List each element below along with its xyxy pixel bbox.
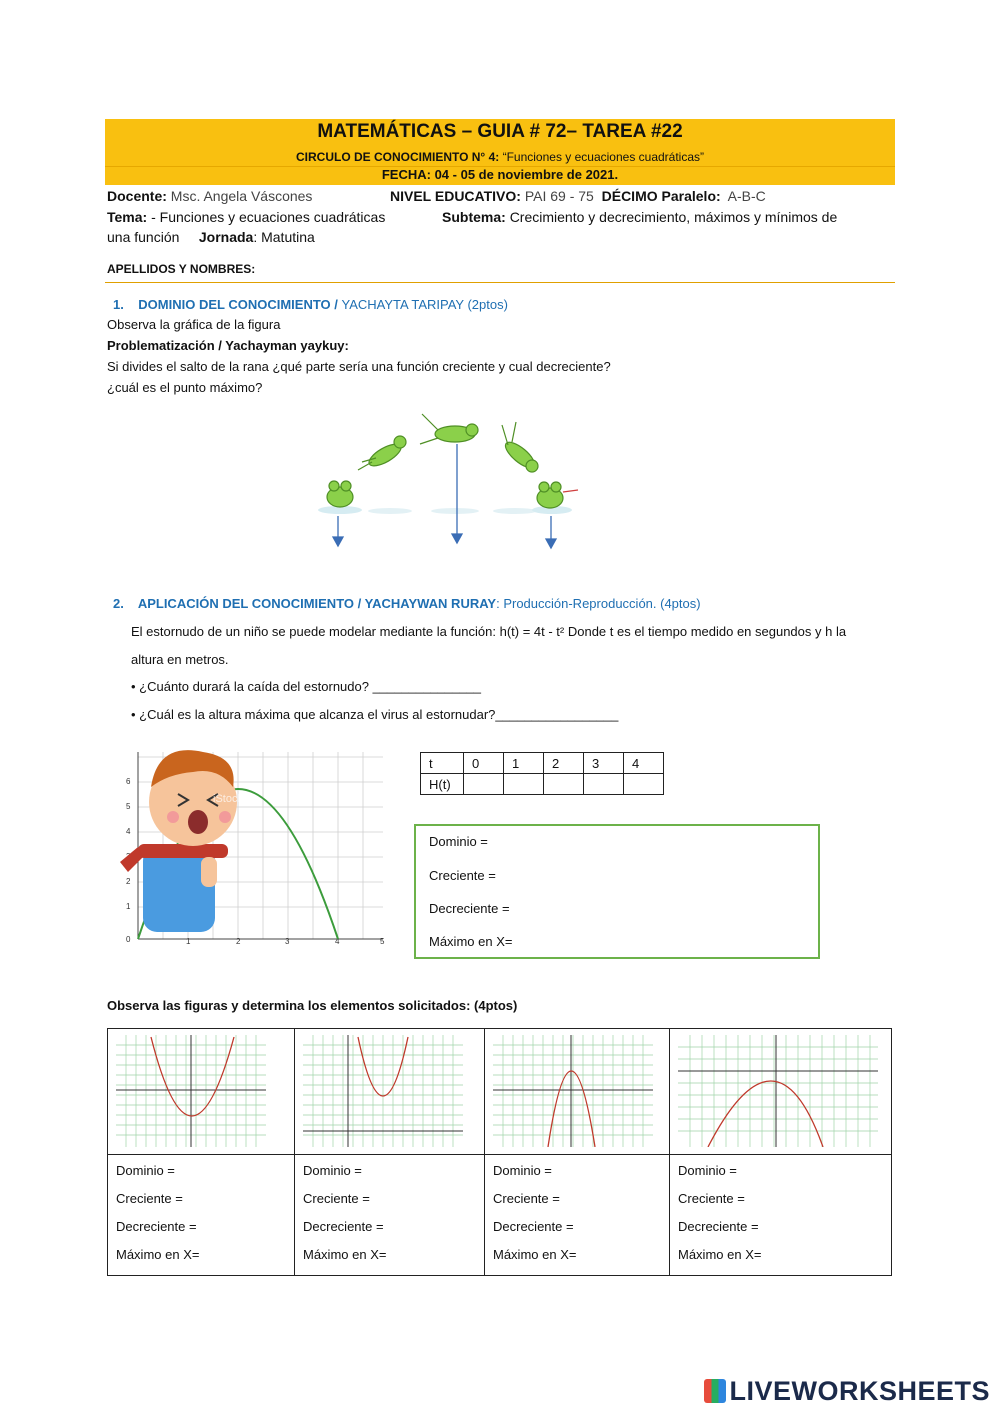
y-tick: 2 [126, 877, 131, 886]
table-cell: 2 [544, 753, 584, 774]
down-arrow-icon [546, 516, 556, 548]
answer-increasing[interactable]: Creciente = [303, 1191, 370, 1206]
answer-domain[interactable]: Dominio = [303, 1163, 362, 1178]
table-cell: 0 [464, 753, 504, 774]
down-arrow-icon [333, 516, 343, 546]
parabola-graph-1 [116, 1035, 266, 1147]
docente: Docente: Msc. Angela Váscones [107, 188, 313, 204]
x-tick: 4 [335, 937, 340, 946]
x-tick: 5 [380, 937, 385, 946]
answer-cell[interactable] [504, 774, 544, 795]
answer-domain[interactable]: Dominio = [493, 1163, 552, 1178]
tema: Tema: - Funciones y ecuaciones cuadráticas [107, 209, 386, 225]
frog-icon [502, 422, 539, 472]
answer-cell[interactable] [670, 1155, 892, 1276]
live-icon [704, 1379, 726, 1403]
frog-icon [327, 481, 353, 507]
section3-title: Observa las figuras y determina los elementos solicitados: (4ptos) [107, 998, 518, 1013]
table-cell: 3 [584, 753, 624, 774]
frog-icon [358, 436, 406, 470]
y-tick: 0 [126, 935, 131, 944]
student-name-label: APELLIDOS Y NOMBRES: [107, 262, 256, 276]
answer-box [414, 824, 820, 959]
answer-increasing[interactable]: Creciente = [116, 1191, 183, 1206]
table-cell: H(t) [421, 774, 464, 795]
brand-logo[interactable]: LIVEWORKSHEETS [704, 1376, 990, 1407]
answer-cell[interactable] [464, 774, 504, 795]
answer-cell[interactable] [485, 1155, 670, 1276]
answer-domain[interactable]: Dominio = [678, 1163, 737, 1178]
section2-bullet2[interactable]: • ¿Cuál es la altura máxima que alcanza el virus al estornudar?_________________ [131, 707, 619, 722]
down-arrow-icon [452, 444, 462, 543]
answer-maximum[interactable]: Máximo en X= [429, 934, 513, 949]
table-row [421, 774, 664, 795]
parabola-graph-4 [678, 1035, 878, 1147]
water-ripple [368, 508, 412, 514]
x-tick: 1 [186, 937, 191, 946]
table-cell: 4 [624, 753, 664, 774]
table-cell: t [421, 753, 464, 774]
answer-increasing[interactable]: Creciente = [493, 1191, 560, 1206]
section1-question1: Si divides el salto de la rana ¿qué parte sería una función creciente y cual decreciente? [107, 359, 611, 374]
jornada: una función Jornada: Matutina [107, 229, 315, 245]
frog-icon [420, 414, 478, 444]
section2-text2: altura en metros. [131, 652, 229, 667]
parabola-graph-2 [303, 1035, 463, 1147]
answer-domain[interactable]: Dominio = [429, 834, 488, 849]
answer-domain[interactable]: Dominio = [116, 1163, 175, 1178]
graph-cell [295, 1029, 485, 1155]
parabola-graph-3 [493, 1035, 653, 1147]
answer-cell[interactable] [584, 774, 624, 795]
answer-decreasing[interactable]: Decreciente = [429, 901, 510, 916]
frog-jump-illustration [310, 400, 600, 555]
answer-decreasing[interactable]: Decreciente = [303, 1219, 384, 1234]
frog-icon [537, 482, 578, 508]
answer-cell[interactable] [544, 774, 584, 795]
y-tick: 4 [126, 827, 131, 836]
table-row [421, 753, 664, 774]
values-table [420, 752, 664, 795]
answer-decreasing[interactable]: Decreciente = [678, 1219, 759, 1234]
section2-title: 2. APLICACIÓN DEL CONOCIMIENTO / YACHAYWAN RURAY: Producción-Reproducción. (4ptos) [113, 596, 701, 611]
x-tick: 2 [236, 937, 241, 946]
answer-cell[interactable] [624, 774, 664, 795]
table-row [108, 1029, 892, 1155]
answer-cell[interactable] [295, 1155, 485, 1276]
x-tick: 3 [285, 937, 290, 946]
section1-question2: ¿cuál es el punto máximo? [107, 380, 263, 395]
water-ripple [431, 508, 479, 514]
answer-maximum[interactable]: Máximo en X= [678, 1247, 762, 1262]
y-tick: 1 [126, 902, 131, 911]
answer-cell[interactable] [108, 1155, 295, 1276]
sneeze-graph [98, 732, 388, 947]
answer-maximum[interactable]: Máximo en X= [493, 1247, 577, 1262]
y-tick: 6 [126, 777, 131, 786]
y-tick: 5 [126, 802, 131, 811]
section1-observe: Observa la gráfica de la figura [107, 317, 281, 332]
table-cell: 1 [504, 753, 544, 774]
name-underline [105, 282, 895, 283]
section2-text1: El estornudo de un niño se puede modelar mediante la función: h(t) = 4t - t² Donde t es el tiempo medido en segundos y h la [131, 624, 847, 639]
section2-bullet1[interactable]: • ¿Cuánto durará la caída del estornudo? _______________ [131, 679, 482, 694]
graph-cell [485, 1029, 670, 1155]
graph-cell [108, 1029, 295, 1155]
answer-increasing[interactable]: Creciente = [678, 1191, 745, 1206]
subtema: Subtema: Crecimiento y decrecimiento, máximos y mínimos de [442, 209, 838, 225]
page-title: MATEMÁTICAS – GUIA # 72– TAREA #22 [317, 121, 683, 142]
graph-cell [670, 1029, 892, 1155]
nivel: NIVEL EDUCATIVO: PAI 69 - 75 DÉCIMO Paralelo: A-B-C [390, 188, 766, 204]
section1-title: 1. DOMINIO DEL CONOCIMIENTO / YACHAYTA TARIPAY (2ptos) [113, 297, 508, 312]
answer-maximum[interactable]: Máximo en X= [116, 1247, 200, 1262]
answer-increasing[interactable]: Creciente = [429, 868, 496, 883]
graphs-table [107, 1028, 892, 1276]
answer-maximum[interactable]: Máximo en X= [303, 1247, 387, 1262]
answer-decreasing[interactable]: Decreciente = [493, 1219, 574, 1234]
header-date: FECHA: 04 - 05 de noviembre de 2021. [381, 167, 619, 182]
water-ripple [493, 508, 537, 514]
section1-problem-title: Problematización / Yachayman yaykuy: [107, 338, 349, 353]
table-row [108, 1155, 892, 1276]
header-subtitle: CIRCULO DE CONOCIMIENTO N° 4: “Funciones y ecuaciones cuadráticas” [295, 150, 705, 164]
watermark: iStock [213, 793, 243, 805]
answer-decreasing[interactable]: Decreciente = [116, 1219, 197, 1234]
